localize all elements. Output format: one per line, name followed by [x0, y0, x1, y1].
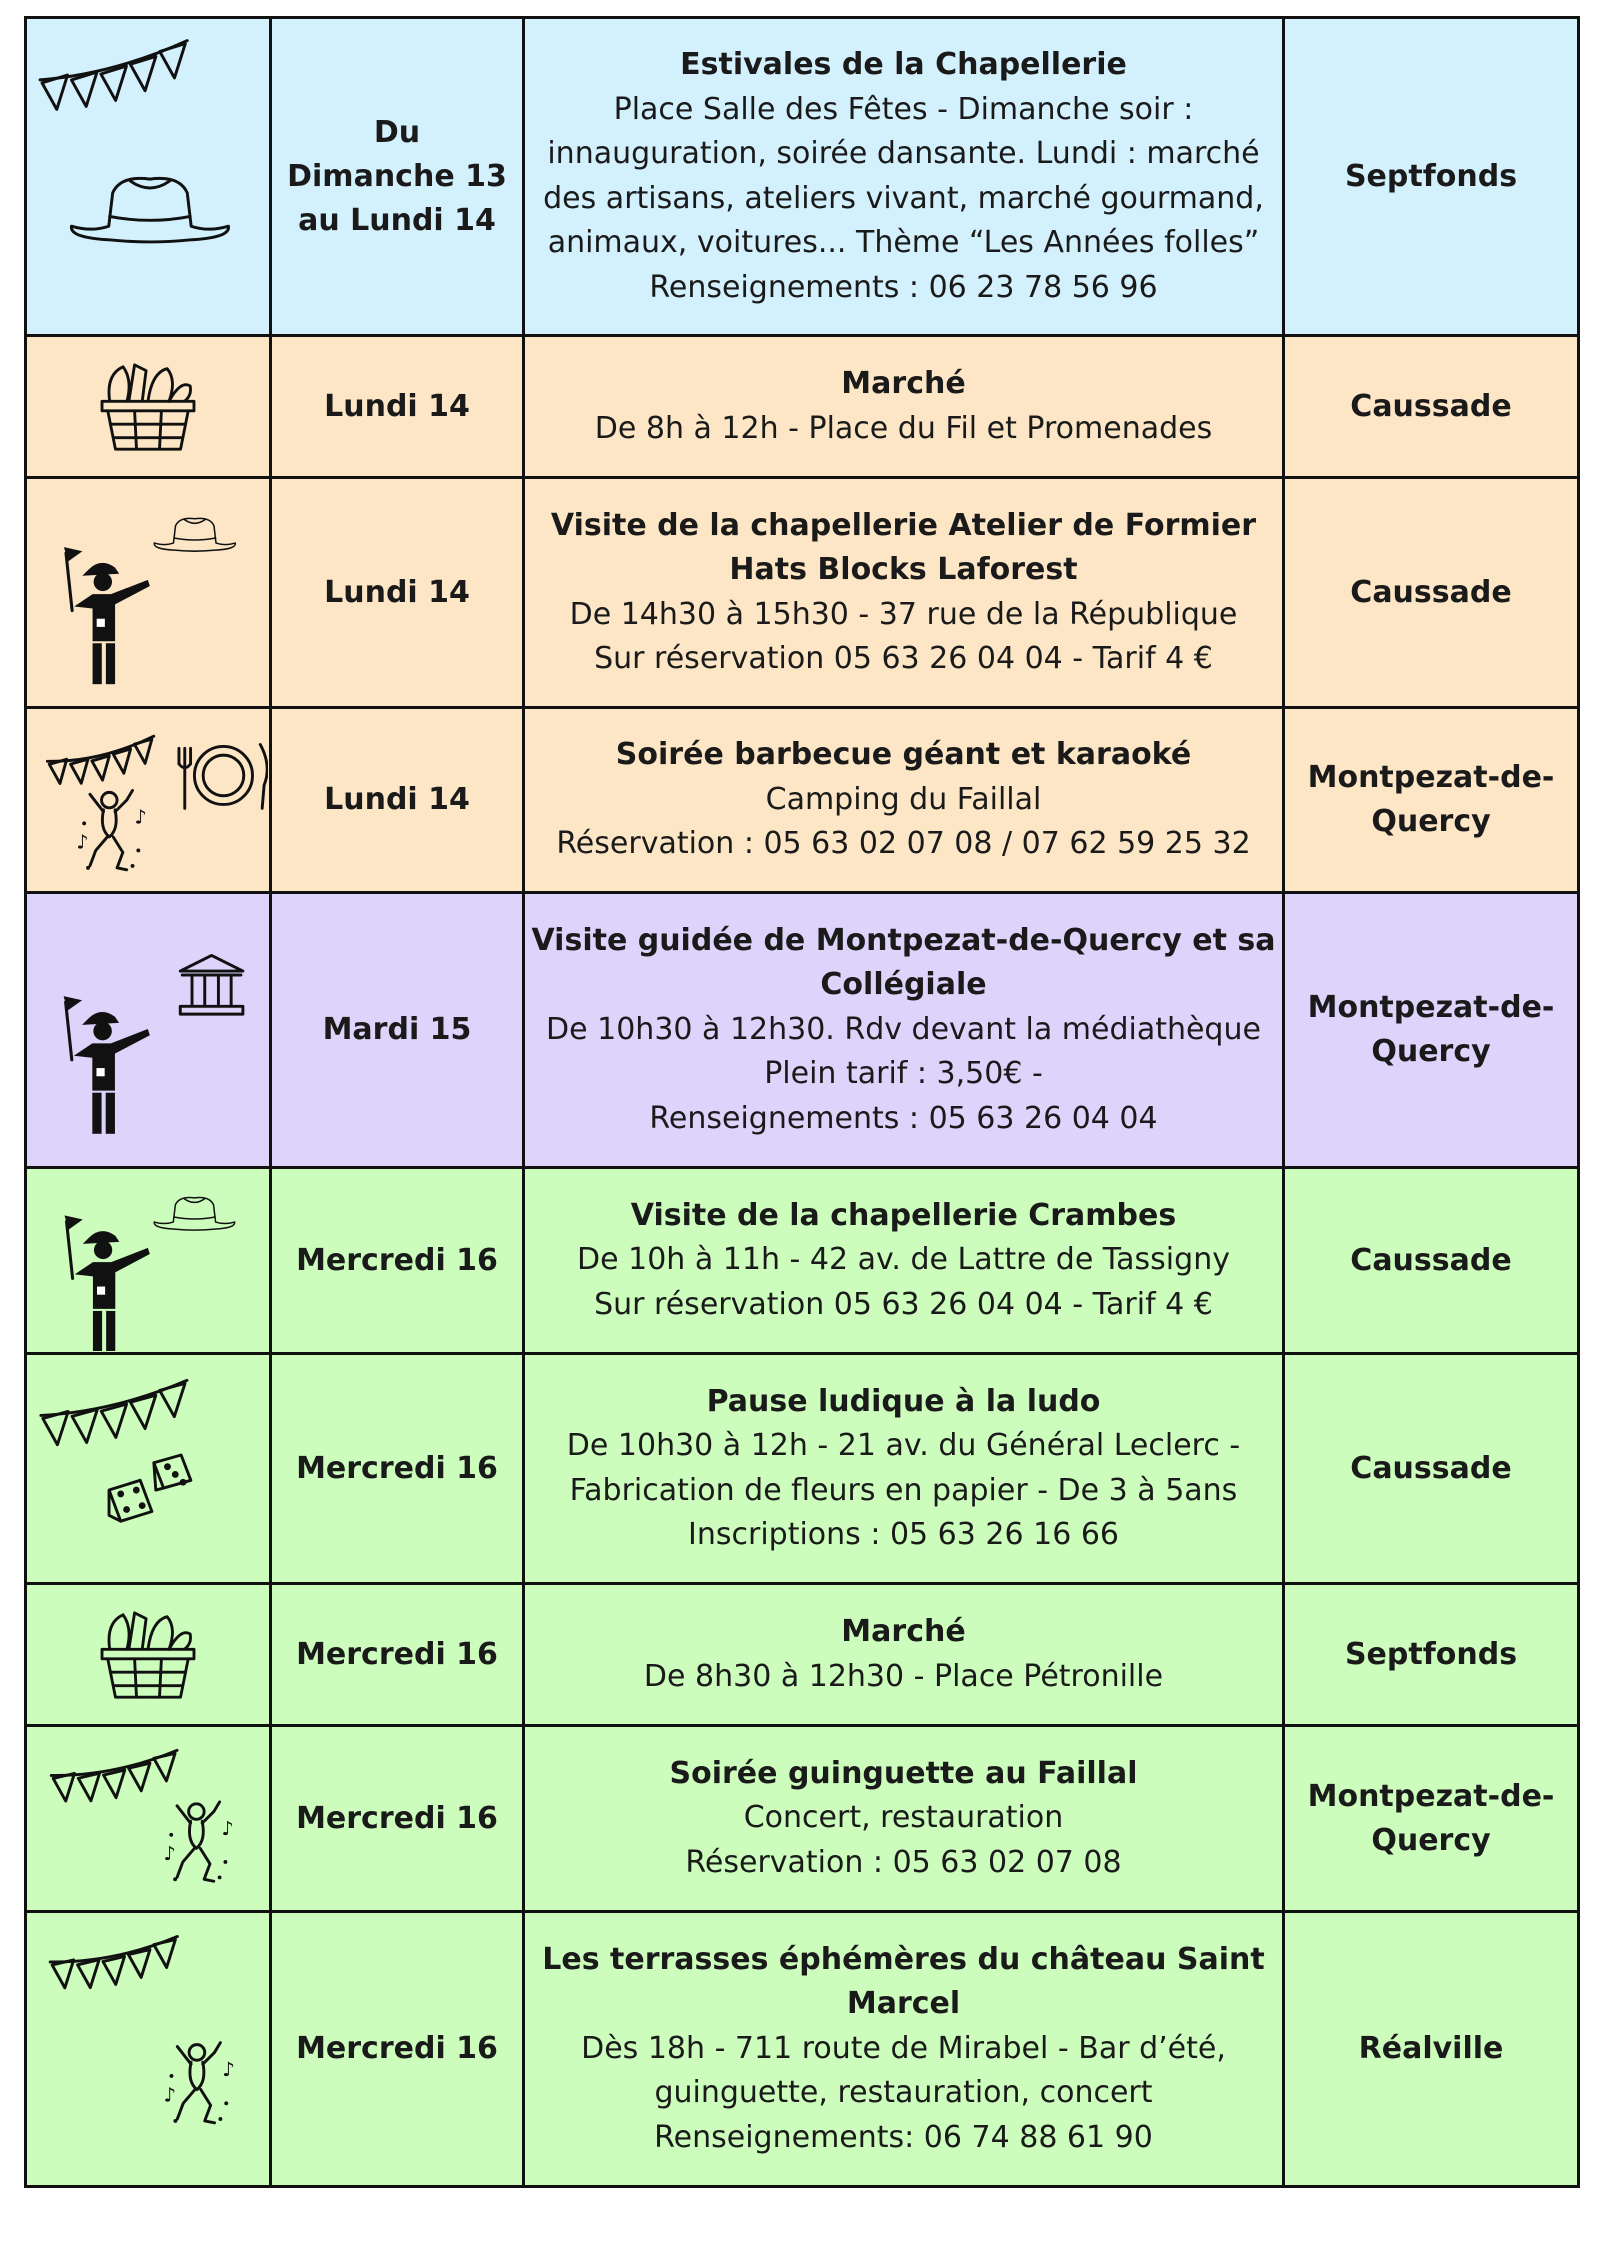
- event-date-line: Lundi 14: [324, 574, 470, 610]
- event-description: [524, 1168, 1284, 1354]
- event-date: [271, 708, 524, 893]
- event-date-line: au Lundi 14: [298, 202, 496, 238]
- event-detail-line: Camping du Faillal: [765, 781, 1042, 817]
- event-date: [271, 478, 524, 708]
- event-place-line: Caussade: [1350, 1242, 1512, 1278]
- event-detail-line: Réservation : 05 63 02 07 08 / 07 62 59 25 32: [556, 826, 1251, 862]
- event-description: [524, 1912, 1284, 2187]
- event-date-line: Du: [373, 114, 421, 150]
- event-detail-line: Renseignements: 06 74 88 61 90: [654, 2119, 1153, 2155]
- market-basket-icon: [26, 336, 271, 478]
- event-place: [1284, 1726, 1579, 1912]
- event-title: Soirée barbecue géant et karaoké: [615, 737, 1192, 773]
- event-date: [271, 1726, 524, 1912]
- svg-text:♪: ♪: [134, 804, 147, 828]
- event-date: [271, 893, 524, 1168]
- event-detail-line: Renseignements : 06 23 78 56 96: [649, 269, 1158, 305]
- event-date-line: Lundi 14: [324, 782, 470, 817]
- event-place-line: Quercy: [1371, 1034, 1491, 1069]
- event-detail-line: De 10h30 à 12h - 21 av. du Général Leclerc -: [566, 1428, 1241, 1463]
- event-date: [271, 1168, 524, 1354]
- event-date-line: Mercredi 16: [296, 1450, 498, 1486]
- event-description: [524, 1584, 1284, 1726]
- event-detail-line: De 8h à 12h - Place du Fil et Promenades: [594, 410, 1213, 446]
- event-place-line: Caussade: [1350, 1450, 1512, 1486]
- event-description: [524, 18, 1284, 336]
- event-detail-line: De 8h30 à 12h30 - Place Pétronille: [643, 1658, 1164, 1694]
- event-place-line: Montpezat-de-: [1307, 1778, 1555, 1814]
- event-date-line: Mercredi 16: [296, 1242, 498, 1278]
- event-detail-line: Concert, restauration: [743, 1800, 1064, 1836]
- event-detail-line: animaux, voitures... Thème “Les Années folles”: [547, 225, 1260, 260]
- event-title: Visite de la chapellerie Crambes: [630, 1197, 1177, 1233]
- event-date-line: Mercredi 16: [296, 1636, 498, 1672]
- event-title: Marché: [841, 366, 966, 401]
- event-title: Visite guidée de Montpezat-de-Quercy et sa Collégiale: [531, 922, 1276, 1003]
- event-place: [1284, 18, 1579, 336]
- event-detail-line: De 10h à 11h - 42 av. de Lattre de Tassigny: [577, 1242, 1230, 1278]
- event-row: [26, 478, 1579, 708]
- event-detail-line: Renseignements : 05 63 26 04 04: [649, 1100, 1158, 1136]
- event-date: [271, 336, 524, 478]
- event-row: [26, 336, 1579, 478]
- svg-text:♪: ♪: [222, 2057, 235, 2081]
- event-detail-line: Fabrication de fleurs en papier - De 3 à 5ans: [569, 1472, 1238, 1508]
- event-place: [1284, 708, 1579, 893]
- bunting-dancer-icon: [26, 1726, 271, 1912]
- event-row: [26, 1168, 1579, 1354]
- event-place-line: Quercy: [1371, 1822, 1491, 1858]
- event-place-line: Montpezat-de-: [1307, 990, 1555, 1025]
- event-place: [1284, 1354, 1579, 1584]
- event-date-line: Mardi 15: [322, 1012, 472, 1047]
- event-title: Pause ludique à la ludo: [706, 1383, 1101, 1419]
- event-description: [524, 1354, 1284, 1584]
- svg-text:♪: ♪: [163, 2082, 177, 2106]
- event-place-line: Quercy: [1371, 804, 1491, 839]
- bunting-dice-icon: [26, 1354, 271, 1584]
- event-description: [524, 336, 1284, 478]
- event-date-line: Dimanche 13: [287, 158, 507, 194]
- event-date: [271, 1354, 524, 1584]
- event-description: [524, 478, 1284, 708]
- event-row: [26, 1726, 1579, 1912]
- event-place-line: Caussade: [1350, 388, 1512, 424]
- event-detail-line: innauguration, soirée dansante. Lundi : marché: [547, 136, 1260, 171]
- event-detail-line: Plein tarif : 3,50€ -: [764, 1056, 1043, 1092]
- event-date-line: Mercredi 16: [296, 2031, 498, 2066]
- event-place: [1284, 336, 1579, 478]
- bunting-dancer-plate-icon: [26, 708, 271, 893]
- events-table: [24, 16, 1580, 2188]
- svg-text:♪: ♪: [221, 1816, 234, 1840]
- event-place: [1284, 1912, 1579, 2187]
- event-place-line: Septfonds: [1344, 1636, 1518, 1672]
- guide-hat-icon: [26, 1168, 271, 1354]
- event-detail-line: Place Salle des Fêtes - Dimanche soir :: [613, 91, 1194, 127]
- event-date: [271, 1584, 524, 1726]
- event-place-line: Caussade: [1350, 574, 1512, 610]
- event-detail-line: Sur réservation 05 63 26 04 04 - Tarif 4 €: [594, 1286, 1213, 1322]
- event-title: Les terrasses éphémères du château Saint Marcel: [542, 1941, 1265, 2022]
- event-description: [524, 893, 1284, 1168]
- bunting-dancer-icon: [26, 1912, 271, 2187]
- event-detail-line: Sur réservation 05 63 26 04 04 - Tarif 4 €: [594, 641, 1213, 676]
- event-row: [26, 893, 1579, 1168]
- event-detail-line: De 14h30 à 15h30 - 37 rue de la République: [569, 596, 1238, 632]
- event-date: [271, 18, 524, 336]
- market-basket-icon: [26, 1584, 271, 1726]
- event-place: [1284, 1168, 1579, 1354]
- event-title: Estivales de la Chapellerie: [680, 47, 1127, 82]
- event-date-line: Mercredi 16: [296, 1800, 498, 1836]
- event-row: [26, 708, 1579, 893]
- event-date-line: Lundi 14: [324, 388, 470, 424]
- event-title: Soirée guinguette au Faillal: [669, 1755, 1138, 1791]
- event-detail-line: Inscriptions : 05 63 26 16 66: [688, 1517, 1119, 1552]
- event-row: [26, 1912, 1579, 2187]
- event-place: [1284, 1584, 1579, 1726]
- event-row: [26, 1584, 1579, 1726]
- event-title: Visite de la chapellerie Atelier de Formier Hats Blocks Laforest: [550, 507, 1257, 587]
- bunting-hat-icon: [26, 18, 271, 336]
- event-place-line: Septfonds: [1344, 158, 1518, 194]
- event-date: [271, 1912, 524, 2187]
- event-detail-line: des artisans, ateliers vivant, marché gourmand,: [543, 180, 1264, 216]
- event-row: [26, 18, 1579, 336]
- event-row: [26, 1354, 1579, 1584]
- event-description: [524, 708, 1284, 893]
- svg-text:♪: ♪: [76, 829, 89, 853]
- guide-monument-icon: [26, 893, 271, 1168]
- event-place: [1284, 478, 1579, 708]
- guide-hat-icon: [26, 478, 271, 708]
- event-detail-line: De 10h30 à 12h30. Rdv devant la médiathèque: [546, 1011, 1261, 1047]
- event-detail-line: Dès 18h - 711 route de Mirabel - Bar d’été,: [581, 2030, 1226, 2066]
- event-place: [1284, 893, 1579, 1168]
- event-detail-line: guinguette, restauration, concert: [654, 2075, 1153, 2111]
- event-place-line: Montpezat-de-: [1307, 760, 1555, 795]
- event-place-line: Réalville: [1358, 2031, 1504, 2066]
- event-detail-line: Réservation : 05 63 02 07 08: [685, 1844, 1122, 1880]
- event-title: Marché: [841, 1614, 966, 1649]
- event-description: [524, 1726, 1284, 1912]
- svg-text:♪: ♪: [163, 1841, 176, 1865]
